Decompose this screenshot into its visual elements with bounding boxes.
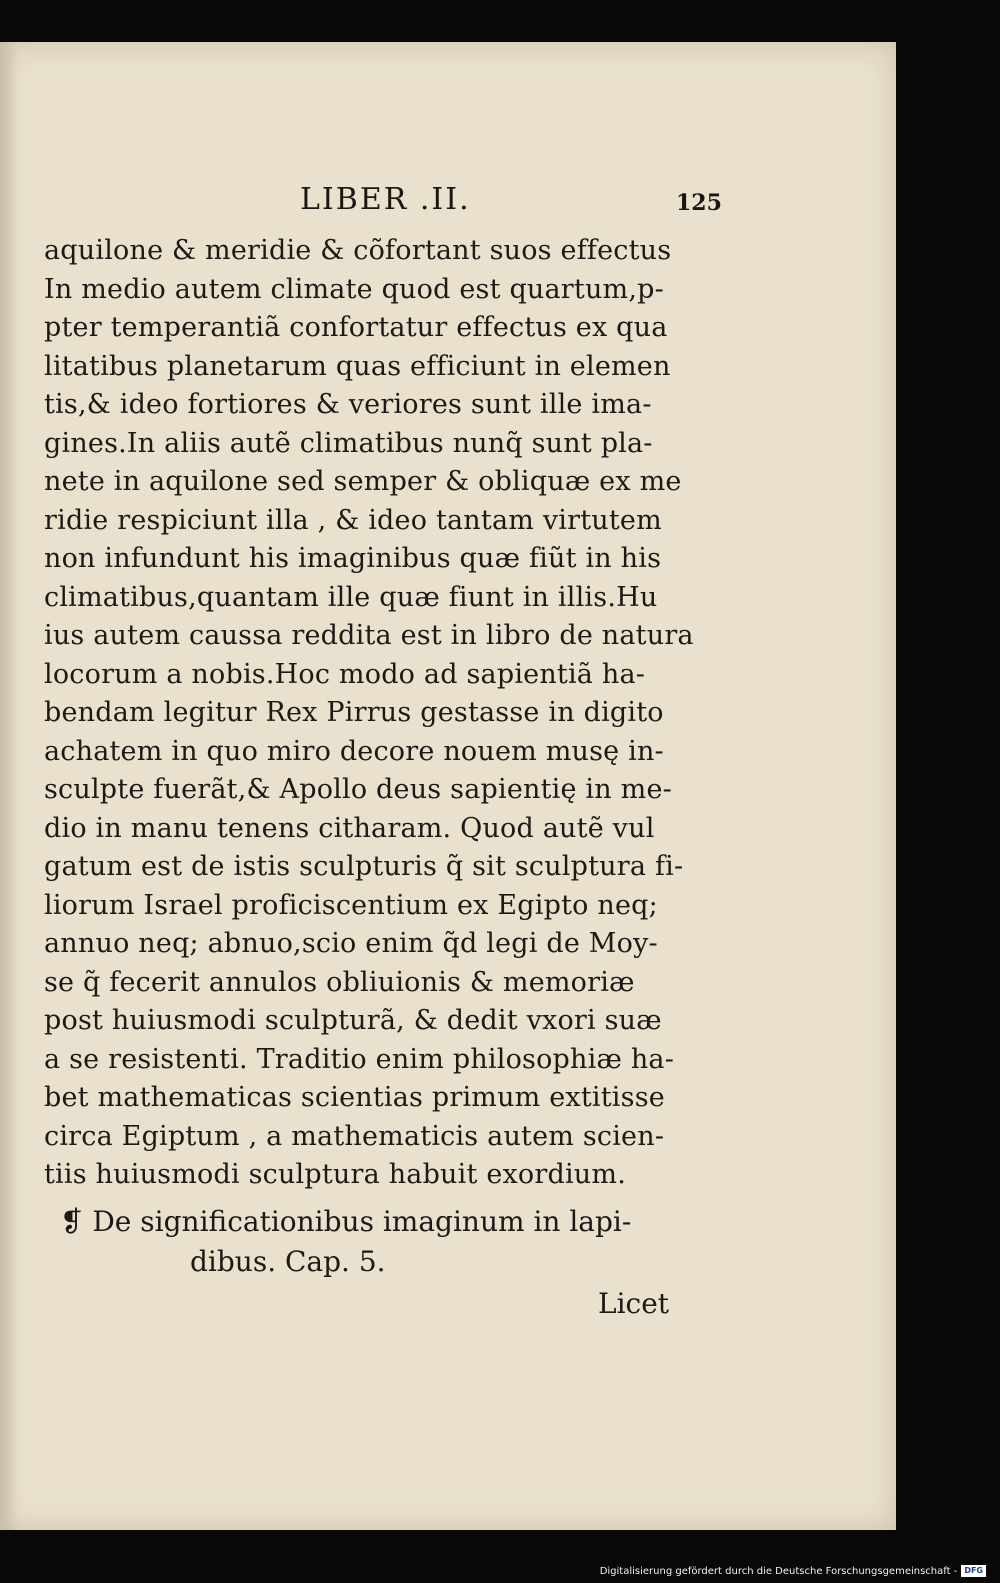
text-line: gines.In aliis autẽ climatibus nunq̃ sunt pla- bbox=[44, 427, 653, 459]
text-line: locorum a nobis.Hoc modo ad sapientiã ha- bbox=[44, 658, 646, 690]
catchword: Licet bbox=[598, 1287, 670, 1320]
text-line: gatum est de istis sculpturis q̃ sit sculptura fi- bbox=[44, 851, 684, 882]
digitization-footer bbox=[600, 1565, 986, 1577]
footer-text: Digitalisierung gefördert durch die Deutsche Forschungsgemeinschaft - bbox=[599, 1565, 958, 1577]
folio-number: 125 bbox=[676, 190, 722, 216]
chapter-heading-line: dibus. Cap. 5. bbox=[190, 1245, 386, 1278]
text-line: tis,& ideo fortiores & veriores sunt ille ima- bbox=[44, 389, 652, 420]
text-line: se q̃ fecerit annulos obliuionis & memoriæ bbox=[44, 966, 635, 998]
text-line: circa Egiptum , a mathematicis autem scien- bbox=[44, 1120, 665, 1152]
text-line: bendam legitur Rex Pirrus gestasse in digito bbox=[44, 697, 664, 728]
running-title: LIBER .II. bbox=[300, 182, 471, 217]
text-line: post huiusmodi sculpturã, & dedit vxori suæ bbox=[44, 1005, 662, 1036]
text-line: annuo neq; abnuo,scio enim q̃d legi de Moy- bbox=[44, 928, 658, 959]
text-line: In medio autem climate quod est quartum,p- bbox=[44, 273, 664, 305]
text-line: sculpte fuerãt,& Apollo deus sapientię in me- bbox=[44, 774, 672, 805]
text-line: aquilone & meridie & cõfortant suos effectus bbox=[44, 235, 672, 266]
text-line: tiis huiusmodi sculptura habuit exordium. bbox=[44, 1159, 626, 1190]
text-line: dio in manu tenens citharam. Quod autẽ vul bbox=[44, 812, 655, 844]
book-page bbox=[0, 42, 896, 1530]
text-line: ius autem caussa reddita est in libro de natura bbox=[44, 620, 694, 651]
text-line: non infundunt his imaginibus quæ fiũt in his bbox=[44, 543, 662, 574]
running-head bbox=[0, 182, 896, 222]
text-line: pter temperantiã confortatur effectus ex qua bbox=[44, 312, 668, 343]
text-line: a se resistenti. Traditio enim philosophiæ ha- bbox=[44, 1043, 675, 1075]
text-line: achatem in quo miro decore nouem musę in- bbox=[44, 735, 664, 767]
chapter-heading bbox=[60, 1202, 700, 1282]
chapter-heading-line: ❡ De significationibus imaginum in lapi- bbox=[60, 1205, 632, 1238]
text-line: ridie respiciunt illa , & ideo tantam virtutem bbox=[44, 504, 662, 536]
text-line: bet mathematicas scientias primum extitisse bbox=[44, 1082, 665, 1113]
text-block bbox=[44, 232, 714, 1195]
text-line: nete in aquilone sed semper & obliquæ ex me bbox=[44, 466, 682, 497]
dfg-logo: DFG bbox=[961, 1565, 986, 1577]
text-line: liorum Israel proficiscentium ex Egipto neq; bbox=[44, 889, 658, 921]
text-line: climatibus,quantam ille quæ fiunt in illis.Hu bbox=[44, 581, 658, 613]
text-line: litatibus planetarum quas efficiunt in elemen bbox=[44, 350, 671, 382]
